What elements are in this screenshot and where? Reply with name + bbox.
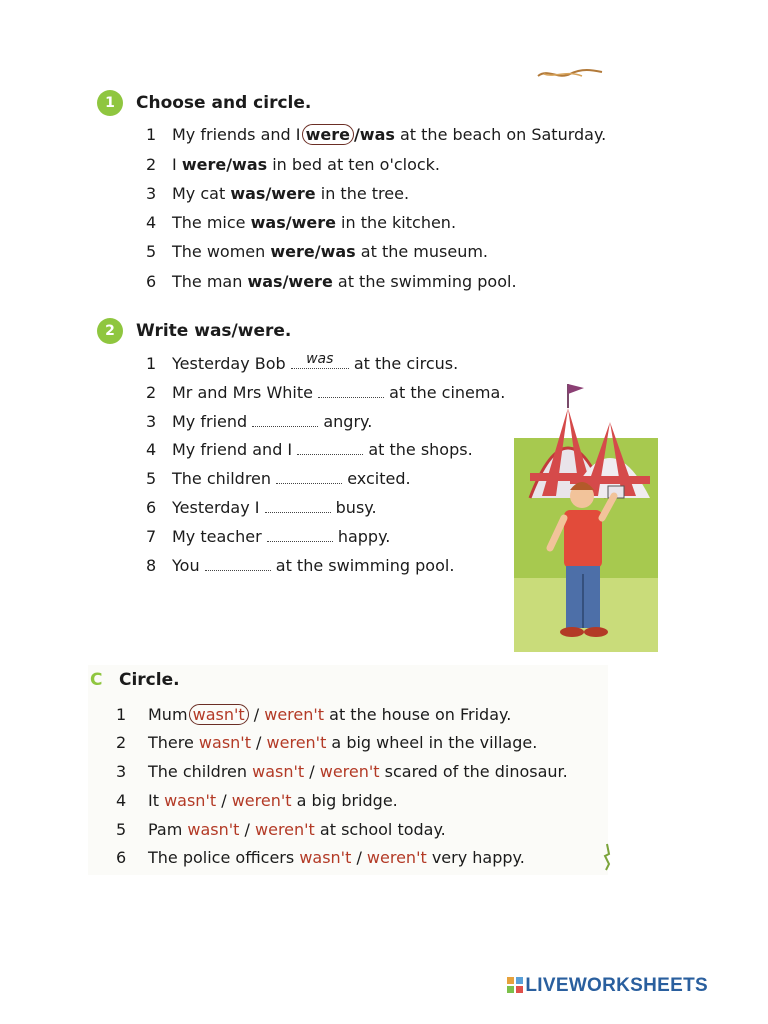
item-number: 1 bbox=[146, 125, 157, 144]
option-b[interactable]: weren't bbox=[319, 762, 380, 781]
answer-blank[interactable] bbox=[297, 440, 363, 455]
option-sep: / bbox=[314, 242, 321, 261]
option-a[interactable]: wasn't bbox=[252, 762, 305, 781]
s2-item-6 bbox=[146, 498, 377, 518]
item-text: in bed at ten o'clock. bbox=[267, 155, 441, 174]
option-a[interactable]: wasn't bbox=[187, 820, 240, 839]
option-a[interactable]: wasn't bbox=[189, 704, 249, 725]
item-number: 4 bbox=[146, 440, 157, 459]
item-number: 3 bbox=[146, 412, 157, 431]
s2-item-2 bbox=[146, 383, 505, 403]
item-number: 6 bbox=[116, 848, 127, 867]
item-text: at the house on Friday. bbox=[324, 705, 512, 724]
item-text: There bbox=[148, 733, 199, 752]
answer-blank[interactable] bbox=[265, 498, 331, 513]
item-text: at the beach on Saturday. bbox=[394, 125, 607, 144]
s2-item-1 bbox=[146, 351, 459, 374]
option-sep: / bbox=[353, 125, 360, 144]
item-number: 4 bbox=[146, 213, 157, 232]
section-c-heading: Circle. bbox=[119, 670, 180, 690]
option-b[interactable]: weren't bbox=[264, 705, 325, 724]
item-text: Mum bbox=[148, 705, 193, 724]
sc-item-5 bbox=[116, 820, 446, 840]
option-a[interactable]: were bbox=[270, 242, 315, 261]
item-text: at the circus. bbox=[348, 354, 459, 373]
option-a[interactable]: was bbox=[250, 213, 286, 232]
item-text: a big bridge. bbox=[291, 791, 398, 810]
option-b[interactable]: weren't bbox=[266, 733, 327, 752]
option-sep: / bbox=[216, 791, 232, 810]
section-2-badge: 2 bbox=[97, 318, 123, 344]
s1-item-4 bbox=[146, 213, 456, 233]
item-number: 6 bbox=[146, 272, 157, 291]
option-a[interactable]: wasn't bbox=[164, 791, 217, 810]
item-text: at the swimming pool. bbox=[270, 556, 455, 575]
sc-item-3 bbox=[116, 762, 568, 782]
option-b[interactable]: was bbox=[232, 155, 268, 174]
option-b[interactable]: were bbox=[271, 184, 316, 203]
item-number: 1 bbox=[116, 705, 127, 724]
item-text: angry. bbox=[318, 412, 373, 431]
s1-item-2 bbox=[146, 155, 440, 175]
item-number: 6 bbox=[146, 498, 157, 517]
item-text: at the shops. bbox=[363, 440, 473, 459]
item-text: The children bbox=[172, 469, 277, 488]
answer-blank[interactable] bbox=[291, 351, 349, 369]
item-text: Yesterday Bob bbox=[172, 354, 291, 373]
option-sep: / bbox=[351, 848, 367, 867]
item-text: Mr and Mrs White bbox=[172, 383, 319, 402]
option-sep: / bbox=[226, 155, 233, 174]
item-number: 3 bbox=[146, 184, 157, 203]
item-text: busy. bbox=[330, 498, 377, 517]
item-number: 7 bbox=[146, 527, 157, 546]
liveworksheets-logo bbox=[507, 975, 708, 997]
item-text: The children bbox=[148, 762, 253, 781]
item-number: 2 bbox=[146, 155, 157, 174]
option-a[interactable]: wasn't bbox=[198, 733, 251, 752]
option-b[interactable]: was bbox=[359, 125, 395, 144]
option-a[interactable]: was bbox=[230, 184, 266, 203]
s2-item-7 bbox=[146, 527, 390, 547]
item-number: 5 bbox=[146, 469, 157, 488]
option-b[interactable]: were bbox=[291, 213, 336, 232]
answer-text: was bbox=[306, 351, 334, 367]
sc-item-2 bbox=[116, 733, 537, 753]
decorative-leaf-icon bbox=[600, 842, 614, 872]
item-number: 2 bbox=[116, 733, 127, 752]
decorative-squiggle-icon bbox=[536, 66, 606, 82]
s1-item-3 bbox=[146, 184, 409, 204]
sc-item-4 bbox=[116, 791, 398, 811]
item-text: You bbox=[172, 556, 205, 575]
item-text: My friend bbox=[172, 412, 253, 431]
s1-item-6 bbox=[146, 272, 517, 292]
section-2-heading: Write was/were. bbox=[136, 321, 292, 341]
item-text: Yesterday I bbox=[172, 498, 265, 517]
s1-item-1 bbox=[146, 125, 606, 145]
item-number: 5 bbox=[146, 242, 157, 261]
option-a[interactable]: wasn't bbox=[299, 848, 352, 867]
option-sep: / bbox=[282, 272, 289, 291]
item-text: My friends and I bbox=[172, 125, 306, 144]
item-text: a big wheel in the village. bbox=[326, 733, 538, 752]
s2-item-4 bbox=[146, 440, 473, 460]
sc-item-6 bbox=[116, 848, 525, 868]
option-sep: / bbox=[265, 184, 272, 203]
option-b[interactable]: were bbox=[288, 272, 333, 291]
item-number: 3 bbox=[116, 762, 127, 781]
sc-item-1 bbox=[116, 705, 511, 725]
option-a[interactable]: were bbox=[181, 155, 227, 174]
option-a[interactable]: was bbox=[247, 272, 283, 291]
logo-grid-icon bbox=[507, 977, 523, 993]
item-number: 2 bbox=[146, 383, 157, 402]
logo-text: LIVEWORKSHEETS bbox=[525, 975, 708, 996]
item-text: at the cinema. bbox=[384, 383, 506, 402]
item-text: at the museum. bbox=[355, 242, 489, 261]
circus-boy-illustration bbox=[510, 378, 660, 654]
item-text: happy. bbox=[332, 527, 391, 546]
item-number: 4 bbox=[116, 791, 127, 810]
option-sep: / bbox=[248, 705, 265, 724]
item-text: in the tree. bbox=[315, 184, 410, 203]
answer-blank[interactable] bbox=[205, 556, 271, 571]
option-sep: / bbox=[250, 733, 267, 752]
answer-blank[interactable] bbox=[318, 383, 384, 398]
item-text: The women bbox=[172, 242, 271, 261]
s2-item-8 bbox=[146, 556, 454, 576]
item-text: My cat bbox=[172, 184, 231, 203]
option-sep: / bbox=[304, 762, 320, 781]
item-text: I bbox=[172, 155, 182, 174]
option-sep: / bbox=[285, 213, 292, 232]
item-text: excited. bbox=[342, 469, 411, 488]
item-text: in the kitchen. bbox=[335, 213, 457, 232]
item-text: The police officers bbox=[148, 848, 300, 867]
answer-blank[interactable] bbox=[252, 412, 318, 427]
option-b[interactable]: weren't bbox=[366, 848, 427, 867]
option-b[interactable]: was bbox=[320, 242, 356, 261]
item-text: at school today. bbox=[314, 820, 446, 839]
item-text: My teacher bbox=[172, 527, 267, 546]
item-text: The man bbox=[172, 272, 248, 291]
option-b[interactable]: weren't bbox=[255, 820, 315, 839]
item-text: very happy. bbox=[426, 848, 525, 867]
item-text: It bbox=[148, 791, 165, 810]
s2-item-3 bbox=[146, 412, 372, 432]
section-c-letter: C bbox=[90, 670, 103, 690]
option-b[interactable]: weren't bbox=[231, 791, 292, 810]
s2-item-5 bbox=[146, 469, 411, 489]
item-number: 1 bbox=[146, 354, 157, 373]
option-a[interactable]: were bbox=[302, 124, 354, 145]
answer-blank[interactable] bbox=[267, 527, 333, 542]
item-text: The mice bbox=[172, 213, 251, 232]
item-number: 5 bbox=[116, 820, 127, 839]
answer-blank[interactable] bbox=[276, 469, 342, 484]
item-text: Pam bbox=[148, 820, 188, 839]
option-sep: / bbox=[239, 820, 256, 839]
item-number: 8 bbox=[146, 556, 157, 575]
item-text: at the swimming pool. bbox=[332, 272, 517, 291]
section-1-badge: 1 bbox=[97, 90, 123, 116]
item-text: My friend and I bbox=[172, 440, 298, 459]
item-text: scared of the dinosaur. bbox=[379, 762, 568, 781]
s1-item-5 bbox=[146, 242, 488, 262]
section-1-heading: Choose and circle. bbox=[136, 93, 312, 113]
